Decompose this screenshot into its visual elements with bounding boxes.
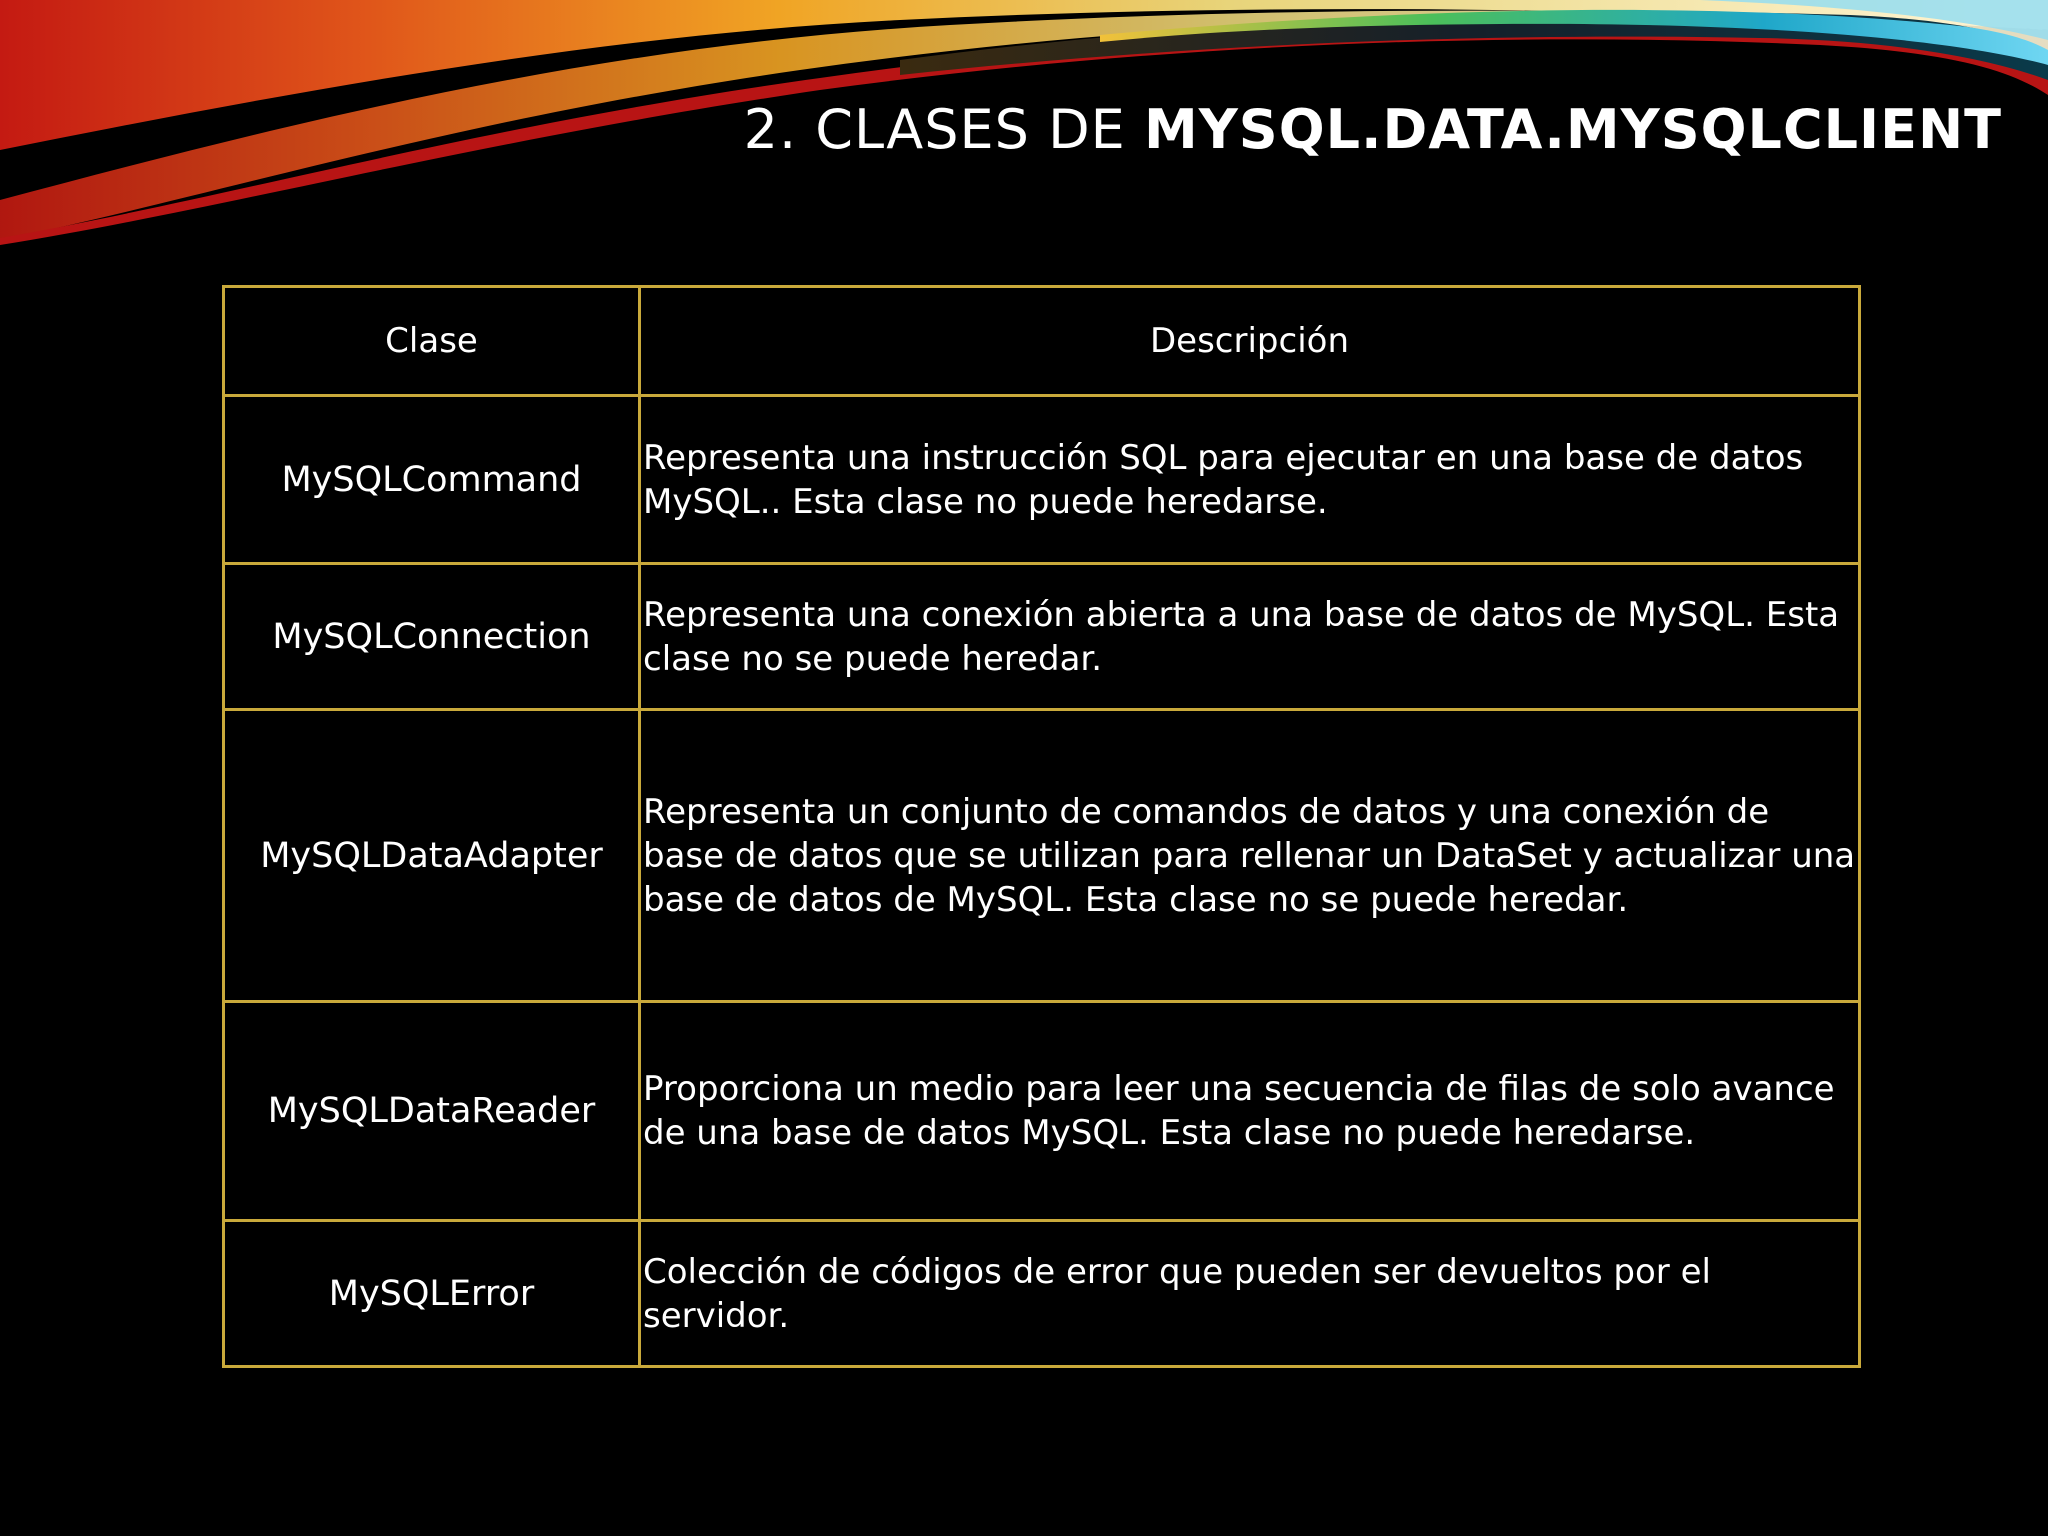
slide-title xyxy=(744,98,2002,161)
table-row xyxy=(224,710,1860,1002)
table-row xyxy=(224,1221,1860,1367)
class-description-cell: Representa un conjunto de comandos de datos y una conexión de base de datos que se utilizan para rellenar un DataSet y actualizar una base de datos de MySQL. Esta clase no se puede heredar. xyxy=(640,710,1860,1002)
class-name-cell: MySQLDataReader xyxy=(224,1002,640,1221)
table-row xyxy=(224,396,1860,564)
slide-title-bold: MYSQL.DATA.MYSQLCLIENT xyxy=(1143,98,2002,161)
table-row xyxy=(224,564,1860,710)
table-row xyxy=(224,1002,1860,1221)
classes-table xyxy=(222,285,1861,1368)
class-name-cell: MySQLDataAdapter xyxy=(224,710,640,1002)
class-description-cell: Proporciona un medio para leer una secuencia de filas de solo avance de una base de datos MySQL. Esta clase no puede heredarse. xyxy=(640,1002,1860,1221)
class-description-cell: Colección de códigos de error que pueden ser devueltos por el servidor. xyxy=(640,1221,1860,1367)
slide-title-prefix: 2. CLASES DE xyxy=(743,98,1144,161)
column-header-clase: Clase xyxy=(224,287,640,396)
class-description-cell: Representa una instrucción SQL para ejecutar en una base de datos MySQL.. Esta clase no puede heredarse. xyxy=(640,396,1860,564)
class-name-cell: MySQLCommand xyxy=(224,396,640,564)
class-name-cell: MySQLConnection xyxy=(224,564,640,710)
table-header-row xyxy=(224,287,1860,396)
column-header-descripcion: Descripción xyxy=(640,287,1860,396)
class-name-cell: MySQLError xyxy=(224,1221,640,1367)
class-description-cell: Representa una conexión abierta a una base de datos de MySQL. Esta clase no se puede heredar. xyxy=(640,564,1860,710)
